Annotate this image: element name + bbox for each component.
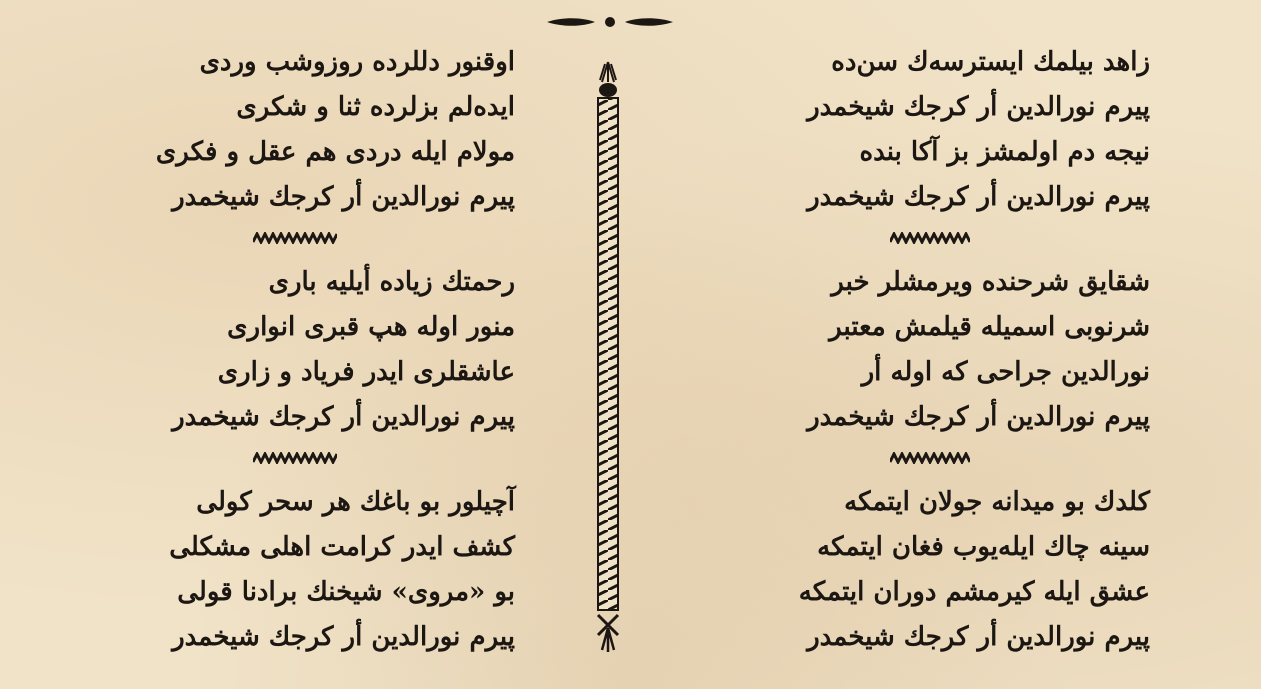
verse-line: نیجه دم اولمشز بز آکا بنده bbox=[859, 137, 1150, 167]
verse-line: شقایق شرحنده ویرمشلر خبر bbox=[831, 267, 1150, 297]
verse-line: پیرم نورالدین أر کرجك شیخمدر bbox=[172, 402, 515, 432]
verse-line: منور اوله هپ قبری انواری bbox=[227, 312, 515, 342]
right-stanza-3 bbox=[700, 480, 1150, 660]
verse-line: اوقنور دللرده روزوشب وردی bbox=[199, 47, 515, 77]
center-rope-ornament bbox=[588, 60, 628, 660]
verse-line: پیرم نورالدین أر کرجك شیخمدر bbox=[807, 92, 1150, 122]
verse-line: کلدك بو میدانه جولان ایتمکه bbox=[844, 487, 1150, 517]
right-stanza-1 bbox=[700, 40, 1150, 220]
stanza-divider bbox=[700, 220, 1150, 260]
verse-line: شرنوبی اسمیله قیلمش معتبر bbox=[829, 312, 1150, 342]
left-poem-column bbox=[40, 40, 515, 660]
stanza-divider bbox=[40, 440, 515, 480]
right-poem-column bbox=[700, 40, 1150, 660]
verse-line: بو «مروی» شیخنك برادنا قولی bbox=[177, 577, 515, 607]
verse-line: زاهد بیلمك ایسترسەك سن‌ده bbox=[831, 47, 1150, 77]
verse-line: عاشقلری ایدر فریاد و زاری bbox=[217, 357, 515, 387]
stanza-divider bbox=[700, 440, 1150, 480]
verse-line: پیرم نورالدین أر کرجك شیخمدر bbox=[172, 622, 515, 652]
verse-line: سینه چاك ایله‌یوب فغان ایتمکه bbox=[817, 532, 1150, 562]
verse-line: پیرم نورالدین أر کرجك شیخمدر bbox=[807, 622, 1150, 652]
right-stanza-2 bbox=[700, 260, 1150, 440]
stanza-divider bbox=[40, 220, 515, 260]
verse-line: کشف ایدر کرامت اهلی مشکلی bbox=[169, 532, 515, 562]
verse-line: ایدەلم بزلرده ثنا و شکری bbox=[236, 92, 515, 122]
verse-line: آچیلور بو باغك هر سحر کولی bbox=[196, 487, 515, 517]
left-stanza-2 bbox=[40, 260, 515, 440]
top-ornament bbox=[545, 12, 675, 32]
verse-line: مولام ایله دردی هم عقل و فکری bbox=[155, 137, 515, 167]
verse-line: پیرم نورالدین أر کرجك شیخمدر bbox=[807, 402, 1150, 432]
verse-line: پیرم نورالدین أر کرجك شیخمدر bbox=[172, 182, 515, 212]
left-stanza-3 bbox=[40, 480, 515, 660]
verse-line: رحمتك زیاده أیلیه باری bbox=[268, 267, 515, 297]
left-stanza-1 bbox=[40, 40, 515, 220]
verse-line: نورالدین جراحی که اوله أر bbox=[861, 357, 1150, 387]
verse-line: پیرم نورالدین أر کرجك شیخمدر bbox=[807, 182, 1150, 212]
verse-line: عشق ایله کیرمشم دوران ایتمکه bbox=[798, 577, 1150, 607]
